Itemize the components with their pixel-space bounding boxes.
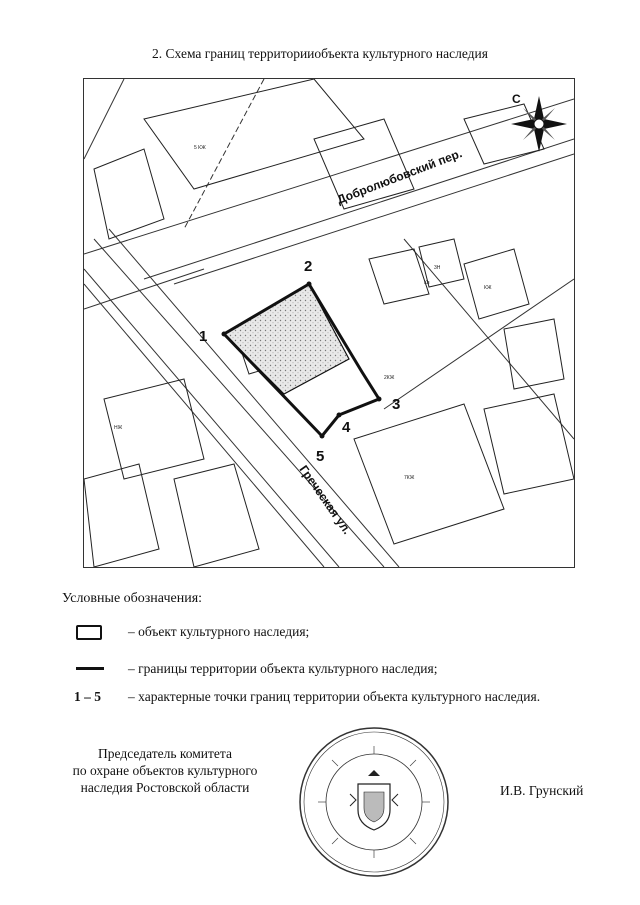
heritage-object-footprint: [224, 284, 349, 394]
svg-text:2КЖ: 2КЖ: [384, 375, 395, 381]
boundary-point-4: [337, 413, 342, 418]
document-title: 2. Схема границ территорииобъекта культурного наследия: [152, 46, 488, 61]
signatory-name: И.В. Грунский: [500, 783, 584, 798]
legend-text-boundary: – границы территории объекта культурного наследия;: [128, 661, 438, 676]
point-label-1: 1: [199, 328, 208, 345]
point-label-3: 3: [392, 396, 401, 413]
official-stamp: [296, 724, 452, 880]
object-symbol-icon: [76, 625, 102, 640]
boundary-point-3: [377, 397, 382, 402]
svg-text:3Н: 3Н: [434, 265, 441, 271]
legend-title: Условные обозначения:: [62, 591, 203, 606]
street-label-grecheskaya: Греческая ул.: [296, 462, 355, 537]
point-label-2: 2: [304, 258, 313, 275]
svg-text:7КЖ: 7КЖ: [404, 475, 415, 481]
boundary-point-5: [320, 434, 325, 439]
point-label-5: 5: [316, 448, 325, 465]
signatory-position: Председатель комитета по охране объектов культурного наследия Ростовской области: [72, 746, 258, 795]
svg-text:5 КЖ: 5 КЖ: [194, 145, 206, 151]
legend-text-points: – характерные точки границ территории объекта культурного наследия.: [128, 689, 541, 704]
svg-text:КЖ: КЖ: [484, 285, 492, 291]
svg-text:НЖ: НЖ: [114, 425, 123, 431]
point-label-4: 4: [342, 419, 351, 436]
compass-north-label: С: [512, 92, 521, 106]
svg-text:Кв: Кв: [424, 280, 430, 286]
legend-points-symbol: 1 – 5: [74, 689, 101, 704]
site-plan-map: [83, 78, 575, 568]
legend-text-object: – объект культурного наследия;: [128, 624, 310, 639]
boundary-point-1: [222, 332, 227, 337]
street-label-dobrolyubovsky: Добролюбовский пер.: [335, 146, 464, 207]
boundary-point-2: [307, 282, 312, 287]
boundary-line-icon: [76, 667, 104, 670]
coat-of-arms-icon: [350, 770, 398, 830]
